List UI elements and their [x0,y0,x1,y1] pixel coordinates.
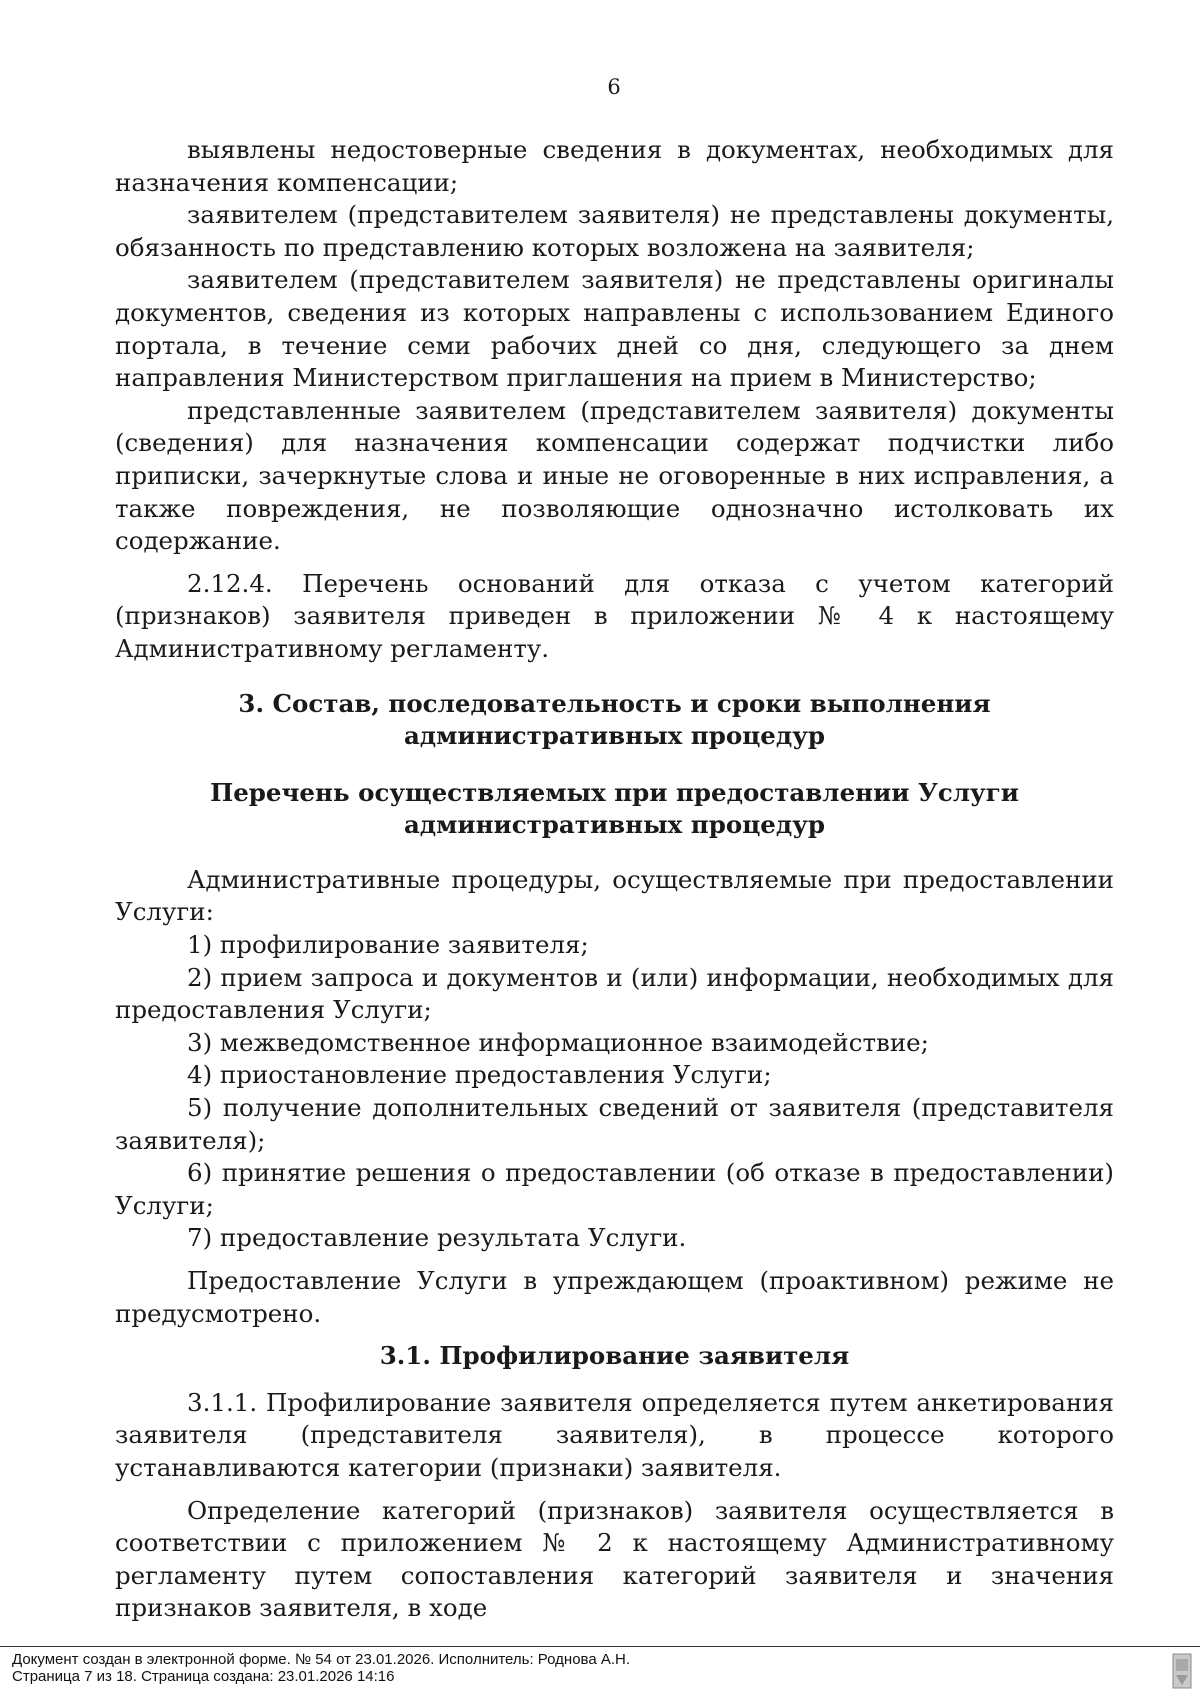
page-number: 6 [607,75,621,99]
paragraph: Определение категорий (признаков) заявителя осуществляется в соответствии с приложением № 2 к настоящему Административному регламенту путем сопоставления категорий заявителя и значения признаков заявителя, в ходе [115,1495,1114,1623]
procedure-item: 7) предоставление результата Услуги. [187,1223,687,1253]
footer-line-1: Документ создан в электронной форме. № 54 от 23.01.2026. Исполнитель: Роднова А.Н. [12,1651,631,1668]
paragraph: заявителем (представителем заявителя) не представлены оригиналы документов, сведения из которых направлены с использованием Единого портала, в течение семи рабочих дней со дня, следующего за днем направления Министерством приглашения на прием в Министерство; [115,265,1114,393]
footer-line-2: Страница 7 из 18. Страница создана: 23.01.2026 14:16 [12,1668,395,1685]
paragraph: выявлены недостоверные сведения в документах, необходимых для назначения компенсации; [115,135,1114,197]
procedure-item: 4) приостановление предоставления Услуги; [187,1060,772,1090]
document-body [115,134,1114,1625]
procedure-item: 5) получение дополнительных сведений от заявителя (представителя заявителя); [115,1093,1114,1155]
document-footer [0,1646,1200,1685]
paragraph: представленные заявителем (представителем заявителя) документы (сведения) для назначения компенсации содержат подчистки либо приписки, зачеркнутые слова и иные не оговоренные в них исправления, а также повреждения, не позволяющие однозначно истолковать их содержание. [115,395,1114,556]
procedure-item: 6) принятие решения о предоставлении (об отказе в предоставлении) Услуги; [115,1158,1114,1220]
paragraph: 2.12.4. Перечень оснований для отказа с учетом категорий (признаков) заявителя приведен в приложении № 4 к настоящему Административному регламенту. [115,568,1114,663]
subsection-heading: Перечень осуществляемых при предоставлении Услуги административных процедур [210,777,1019,840]
procedures-intro: Административные процедуры, осуществляемые при предоставлении Услуги: [115,864,1114,927]
paragraph: 3.1.1. Профилирование заявителя определяется путем анкетирования заявителя (представителя заявителя), в процессе которого устанавливаются категории (признаки) заявителя. [115,1387,1114,1482]
paragraph: заявителем (представителем заявителя) не представлены документы, обязанность по представлению которых возложена на заявителя; [115,200,1114,262]
procedure-item: 2) прием запроса и документов и (или) информации, необходимых для предоставления Услуги; [115,962,1114,1025]
section-heading: 3.1. Профилирование заявителя [379,1341,850,1371]
proactive-note: Предоставление Услуги в упреждающем (проактивном) режиме не предусмотрено. [115,1266,1114,1328]
section-heading: 3. Состав, последовательность и сроки выполнения административных процедур [238,688,991,751]
emblem-icon [1172,1651,1192,1695]
procedure-item: 3) межведомственное информационное взаимодействие; [187,1027,929,1057]
procedure-item: 1) профилирование заявителя; [187,930,589,960]
footer-text [12,1651,630,1685]
